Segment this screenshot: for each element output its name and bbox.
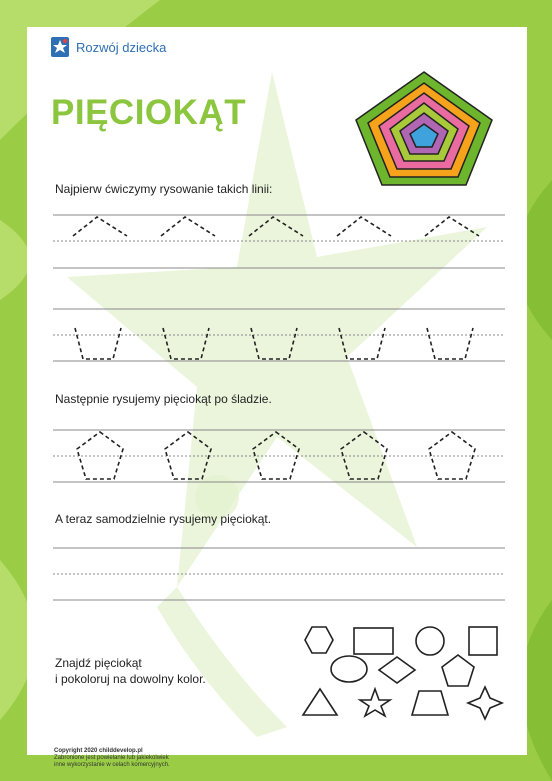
- copyright-text: Copyright 2020 childdevelop.pl: [54, 748, 143, 754]
- nested-pentagon-illustration: [352, 69, 497, 189]
- shapes-grid: [297, 623, 507, 723]
- star-shape[interactable]: [360, 689, 390, 716]
- instruction-3: A teraz samodzielnie rysujemy pięciokąt.: [55, 512, 272, 526]
- pentagon-shape[interactable]: [442, 655, 474, 686]
- practice-row-cups: [53, 323, 505, 368]
- four-point-star-shape[interactable]: [468, 687, 502, 719]
- oval-shape[interactable]: [331, 656, 367, 682]
- copyright-note-2: inne wykorzystanie w celach komercyjnych.: [54, 762, 170, 768]
- trace-pentagons-row: [53, 422, 505, 487]
- practice-row-peaks: [53, 207, 505, 247]
- instruction-2: Następnie rysujemy pięciokąt po śladzie.: [55, 392, 272, 406]
- copyright-note-1: Zabronione jest powielanie lub jakiekolwiek: [54, 755, 169, 761]
- square-shape[interactable]: [469, 627, 497, 655]
- trapezoid-shape[interactable]: [412, 691, 448, 715]
- hexagon-shape[interactable]: [305, 627, 333, 653]
- worksheet-page: [27, 27, 527, 768]
- writing-lines: [53, 260, 505, 320]
- brand-logo: [50, 36, 166, 58]
- instruction-1: Najpierw ćwiczymy rysowanie takich linii:: [55, 182, 273, 196]
- task-line-1: Znajdź pięciokąt: [55, 656, 142, 670]
- find-pentagon-task: [55, 655, 206, 687]
- free-drawing-lines: [53, 542, 505, 607]
- rectangle-shape[interactable]: [354, 628, 393, 654]
- task-line-2: i pokoloruj na dowolny kolor.: [55, 672, 206, 686]
- rhombus-shape[interactable]: [379, 657, 415, 683]
- brand-name: Rozwój dziecka: [76, 39, 167, 55]
- circle-shape[interactable]: [416, 627, 444, 655]
- triangle-shape[interactable]: [303, 689, 337, 715]
- star-logo-icon: [50, 36, 70, 58]
- page-title: PIĘCIOKĄT: [51, 93, 247, 132]
- copyright-footer: [54, 748, 274, 769]
